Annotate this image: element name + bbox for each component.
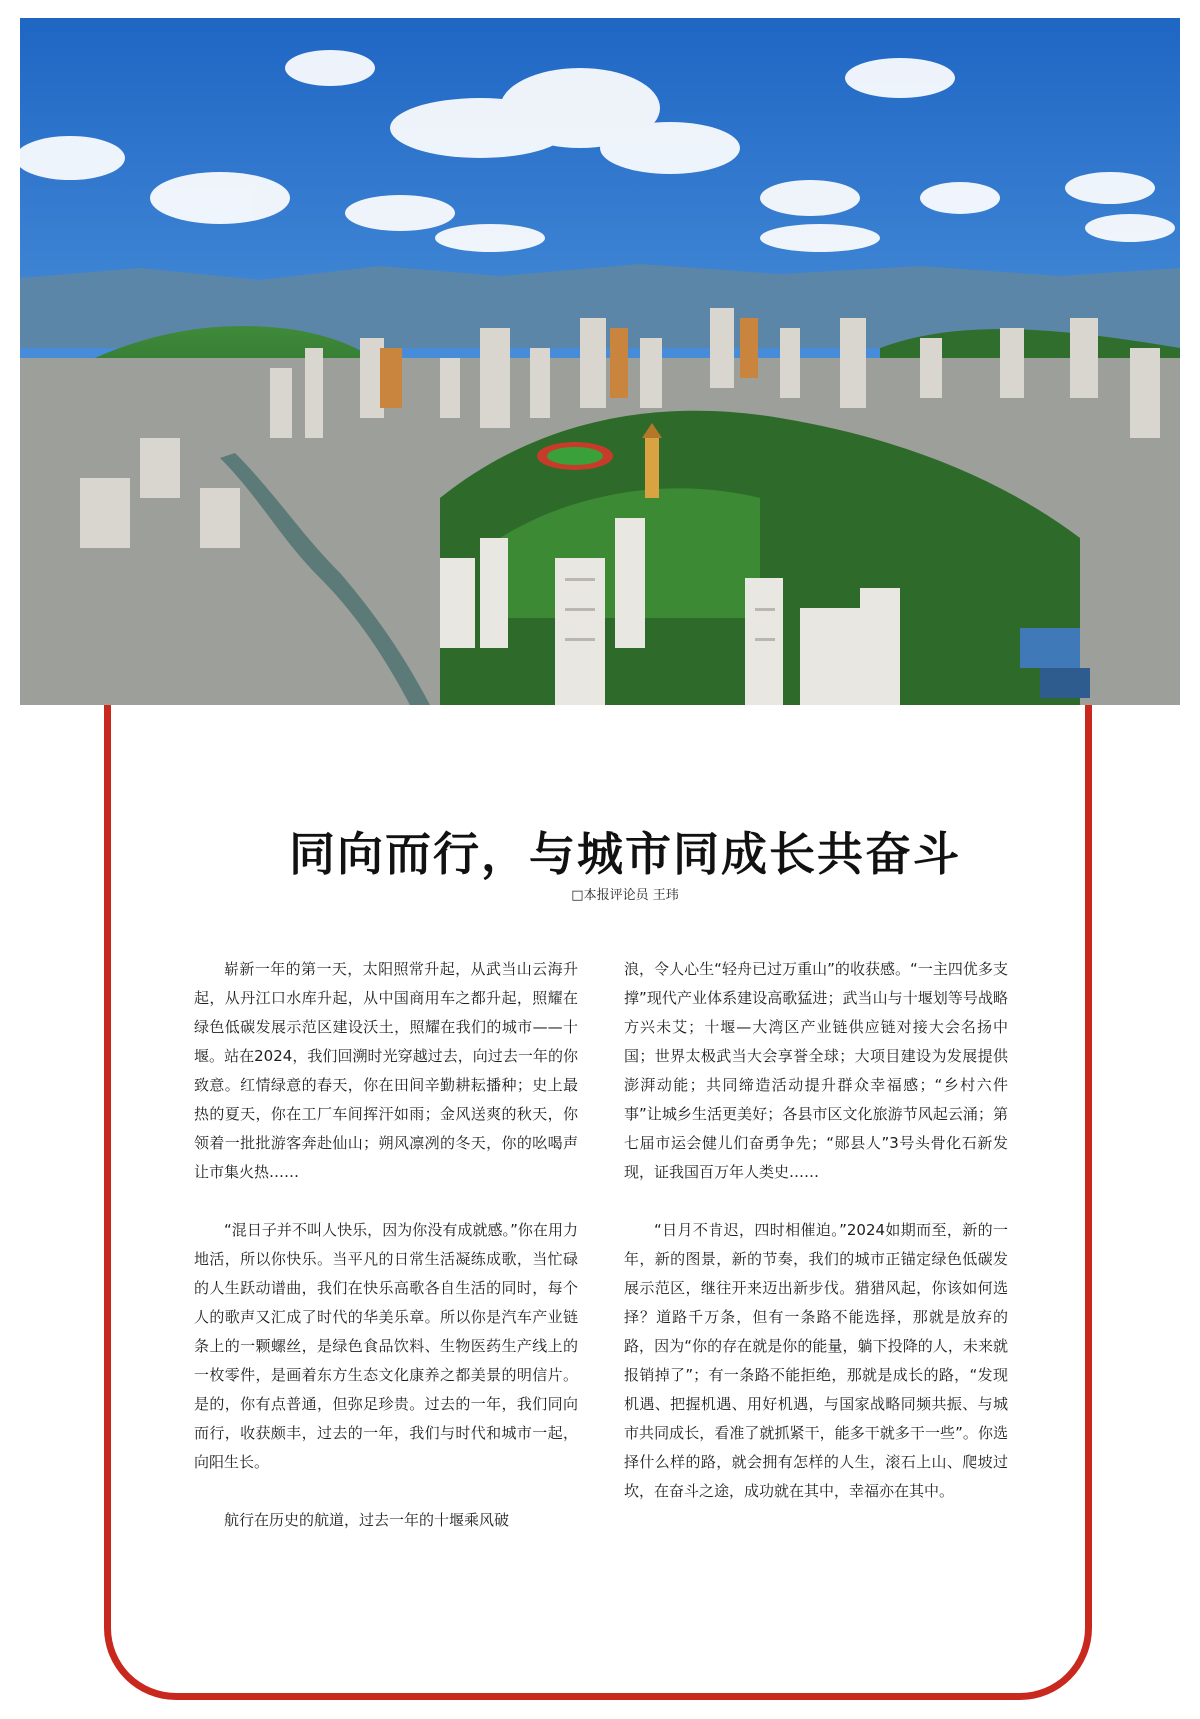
- paragraph: “混日子并不叫人快乐，因为你没有成就感。”你在用力地活，所以你快乐。当平凡的日常生活凝练成歌，当忙碌的人生跃动谱曲，我们在快乐高歌各自生活的同时，每个人的歌声又汇成了时代的华美乐章。所以你是汽车产业链条上的一颗螺丝，是绿色食品饮料、生物医药生产线上的一枚零件，是画着东方生态文化康养之都美景的明信片。是的，你有点普通，但弥足珍贵。过去的一年，我们同向而行，收获颇丰，过去的一年，我们与时代和城市一起，向阳生长。: [194, 1221, 578, 1471]
- article-headline: 同向而行，与城市同成长共奋斗: [289, 827, 961, 881]
- paragraph: 浪，令人心生“轻舟已过万重山”的收获感。“一主四优多支撑”现代产业体系建设高歌猛进；武当山与十堰划等号战略方兴未艾；十堰—大湾区产业链供应链对接大会名扬中国；世界太极武当大会享誉全球；大项目建设为发展提供澎湃动能；共同缔造活动提升群众幸福感；“乡村六件事”让城乡生活更美好；各县市区文化旅游节风起云涌；第七届市运会健儿们奋勇争先；“郧县人”3号头骨化石新发现，证我国百万年人类史……: [624, 960, 1008, 1181]
- city-skyline-illustration: [20, 18, 1180, 705]
- city-skyline-photo: [20, 18, 1180, 705]
- article-byline: □本报评论员 王玮: [571, 888, 679, 903]
- article-column-right: [624, 955, 1008, 1535]
- paragraph: 航行在历史的航道，过去一年的十堰乘风破: [224, 1511, 510, 1529]
- paragraph: “日月不肯迟，四时相催迫。”2024如期而至，新的一年，新的图景，新的节奏，我们的城市正锚定绿色低碳发展示范区，继往开来迈出新步伐。猎猎风起，你该如何选择？道路千万条，但有一条路不能选择，那就是放弃的路，因为“你的存在就是你的能量，躺下投降的人，未来就报销掉了”；有一条路不能拒绝，那就是成长的路，“发现机遇、把握机遇、用好机遇，与国家战略同频共振、与城市共同成长，看准了就抓紧干，能多干就多干一些”。你选择什么样的路，就会拥有怎样的人生，滚石上山、爬坡过坎，在奋斗之途，成功就在其中，幸福亦在其中。: [624, 1221, 1008, 1500]
- paragraph: 崭新一年的第一天，太阳照常升起，从武当山云海升起，从丹江口水库升起，从中国商用车之都升起，照耀在绿色低碳发展示范区建设沃土，照耀在我们的城市——十堰。站在2024，我们回溯时光穿越过去，向过去一年的你致意。红情绿意的春天，你在田间辛勤耕耘播种；史上最热的夏天，你在工厂车间挥汗如雨；金风送爽的秋天，你领着一批批游客奔赴仙山；朔风凛冽的冬天，你的吆喝声让市集火热……: [194, 960, 578, 1181]
- article-column-left: [194, 955, 578, 1564]
